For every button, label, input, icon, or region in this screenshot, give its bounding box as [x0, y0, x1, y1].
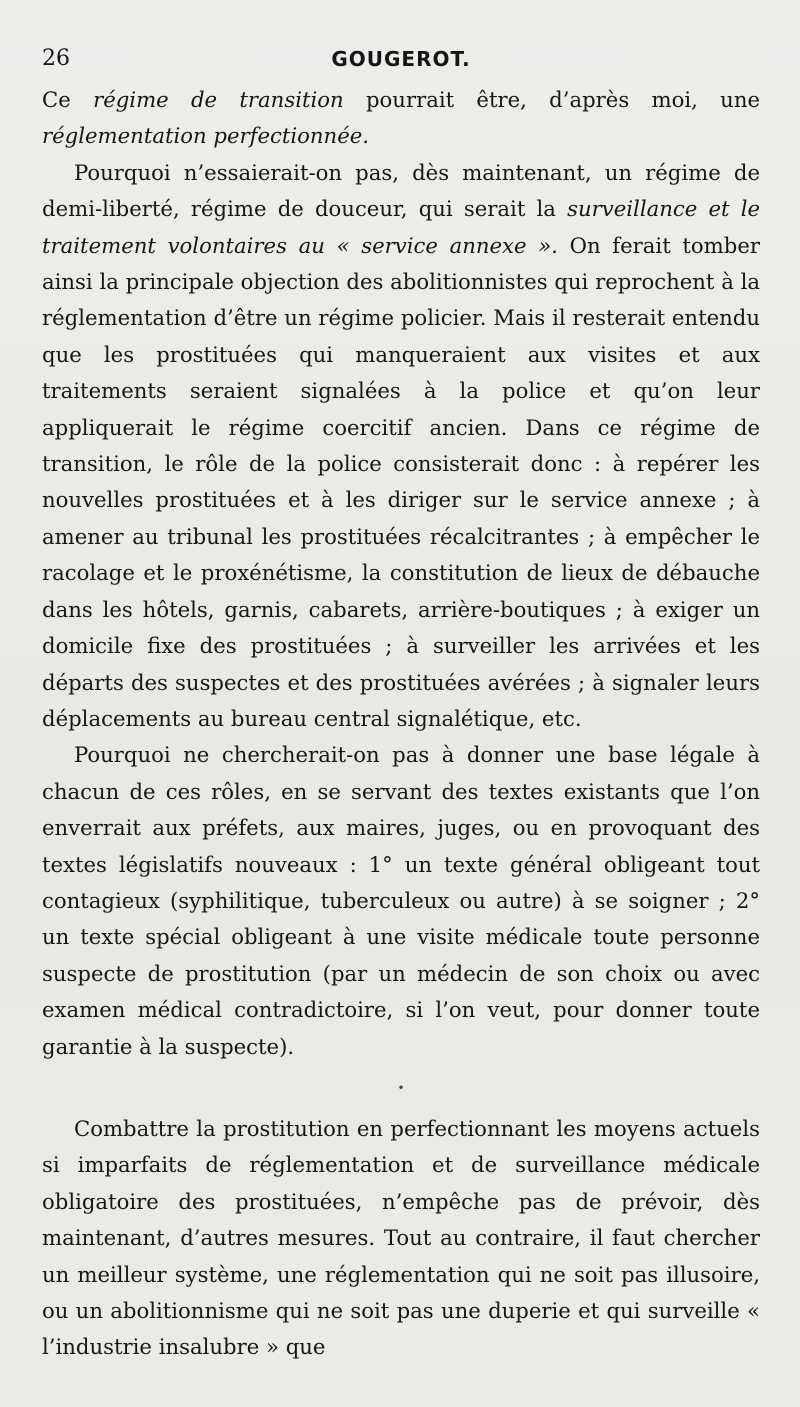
paragraph-1 [42, 82, 760, 155]
section-break-dot: • [397, 1080, 405, 1095]
italic-segment: régime de transition [93, 87, 344, 112]
text-segment: Ce [42, 87, 94, 112]
italic-segment: réglementation perfectionnée. [42, 123, 370, 149]
body-text [42, 82, 760, 1366]
paragraph-2 [42, 155, 760, 738]
text-segment: On ferait tomber ainsi la principale objection des abolitionnistes qui reprochent à la réglementation d’être un régime policier. Mais il resterait entendu que les prostituées qui manqueraient aux visites et aux traitements seraient signalées à la police et qu’on leur appliquerait le régime coercitif ancien. Dans ce régime de transition, le rôle de la police consisterait donc : à repérer les nouvelles prostituées et à les diriger sur le service annexe ; à amener au tribunal les prostituées récalcitrantes ; à empêcher le racolage et le proxénétisme, la constitution de lieux de débauche dans les hôtels, garnis, cabarets, arrière-boutiques ; à exiger un domicile fixe des prostituées ; à surveiller les arrivées et les départs des suspectes et des prostituées avérées ; à signaler leurs déplacements au bureau central signalétique, etc. [42, 232, 760, 731]
text-segment: Combattre la prostitution en perfectionnant les moyens actuels si imparfaits de réglementation et de surveillance médicale obligatoire des prostituées, n’empêche pas de prévoir, dès maintenant, d’autres mesures. Tout au contraire, il faut chercher un meilleur système, une réglementation qui ne soit pas illusoire, ou un abolitionnisme qui ne soit pas une duperie et qui surveille « l’industrie insalubre » que [42, 1115, 760, 1360]
paragraph-3 [42, 737, 760, 1065]
text-segment: Pourquoi ne chercherait-on pas à donner une base légale à chacun de ces rôles, en se servant des textes existants que l’on enverrait aux préfets, aux maires, juges, ou en provoquant des textes législatifs nouveaux : 1° un texte général obligeant tout contagieux (syphilitique, tuberculeux ou autre) à se soigner ; 2° un texte spécial obligeant à une visite médicale toute personne suspecte de prostitution (par un médecin de son choix ou avec examen médical contradictoire, si l’on veut, pour donner toute garantie à la suspecte). [42, 742, 760, 1059]
text-segment: pourrait être, d’après moi, une [343, 87, 760, 112]
italic-segment: surveillance et le traitement volontaires au « service annexe ». [42, 196, 761, 258]
paragraph-4 [42, 1111, 760, 1366]
running-title: GOUGEROT. [331, 47, 471, 71]
text-segment: Pourquoi n’essaierait-on pas, dès maintenant, un régime de demi-liberté, régime de douceur, qui serait la [42, 159, 760, 222]
page-number: 26 [42, 46, 70, 71]
running-head [42, 34, 760, 82]
